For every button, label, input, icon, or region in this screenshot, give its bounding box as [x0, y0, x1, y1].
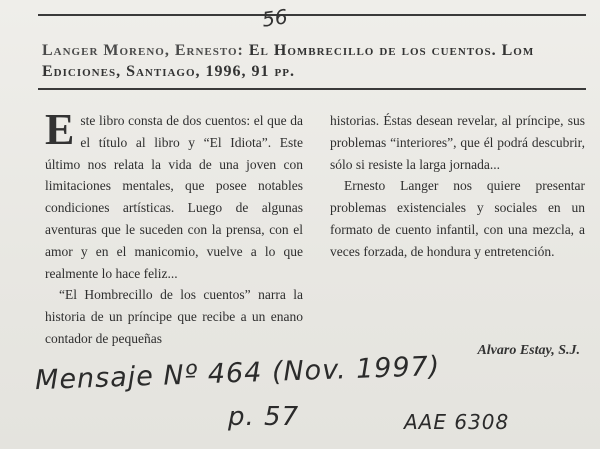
paragraph-right-2: Ernesto Langer nos quiere presentar problemas existenciales y sociales en un formato de cuento infantil, con una mezcla, a veces forzada, de hondura y entretención.	[330, 178, 585, 259]
book-author: Langer Moreno, Ernesto:	[42, 42, 244, 59]
page-number: 56	[260, 4, 289, 32]
reviewer-signature: Alvaro Estay, S.J.	[477, 343, 580, 358]
paragraph-left-1	[45, 105, 303, 284]
paragraph-right-1: historias. Éstas desean revelar, al príncipe, sus problemas “interiores”, que él podrá descubrir, sólo si resiste la larga jornada...	[330, 113, 585, 172]
handwritten-ref-code: AAE 6308	[404, 410, 510, 434]
top-rule	[38, 14, 586, 16]
paragraph-left-2: “El Hombrecillo de los cuentos” narra la historia de un príncipe que recibe a un enano contador de pequeñas	[45, 287, 303, 346]
book-publication: Lom Ediciones, Santiago, 1996, 91 pp.	[42, 42, 535, 80]
handwritten-citation: Mensaje Nº 464 (Nov. 1997)	[34, 350, 441, 397]
handwritten-page-ref: p. 57	[228, 402, 300, 432]
review-header	[42, 40, 582, 82]
book-title: El Hombrecillo de los cuentos.	[248, 42, 497, 59]
drop-cap: E	[45, 105, 75, 154]
right-column	[330, 110, 585, 263]
left-column	[45, 105, 303, 350]
header-rule	[38, 88, 586, 90]
paragraph-left-1-text: ste libro consta de dos cuentos: el que da el título al libro y “El Idiota”. Este último nos relata la vida de una joven con limitaciones mentales, que posee notables condiciones artísticas. Luego de algunas aventuras que le suceden con la prensa, con el amor y en el manicomio, vuelve a lo que realmente lo hace feliz...	[45, 113, 303, 281]
